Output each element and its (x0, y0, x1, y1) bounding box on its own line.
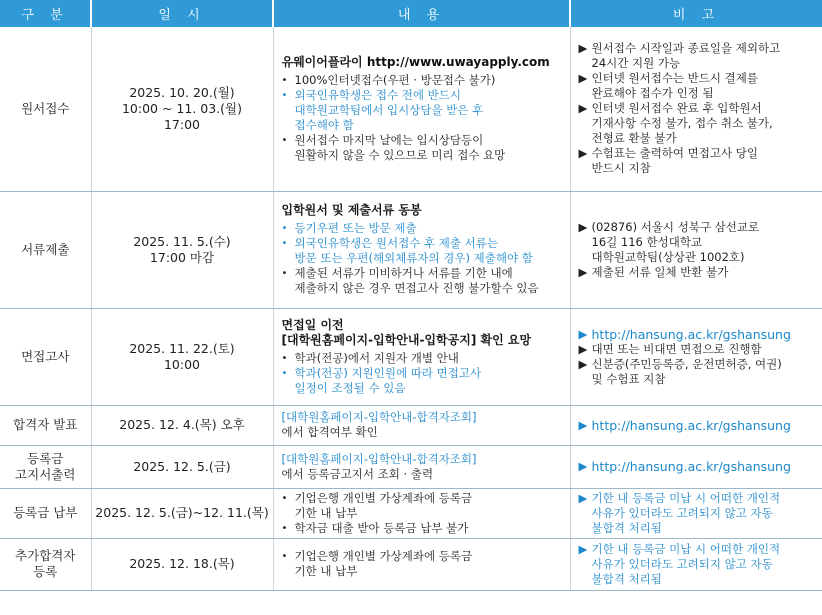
arrow-bullet-icon: ▶ (578, 341, 588, 356)
text-line: 원서접수 마지막 날에는 입시상담등이 (294, 132, 484, 147)
note-text (592, 265, 819, 280)
date-cell (91, 27, 273, 191)
note-text (592, 71, 819, 101)
table-row (0, 445, 822, 488)
dot-bullet-icon: • (281, 89, 288, 101)
text-line: 방문 또는 우편(해외체류자의 경우) 제출해야 함 (294, 251, 533, 265)
content-text (295, 236, 570, 266)
content-cell (273, 191, 570, 308)
text-line: 기한 내 납부 (294, 564, 358, 578)
text-line: 및 수험표 지참 (591, 371, 666, 386)
text-line: 완료해야 접수가 인정 됨 (591, 86, 714, 101)
note-item (579, 146, 819, 176)
text-line: 기재사항 수정 불가, 접수 취소 불가, (591, 116, 773, 131)
note-item (579, 491, 819, 536)
text-line: 외국인유학생은 접수 전에 반드시 (294, 87, 461, 102)
content-cell (273, 405, 570, 445)
note-text (592, 146, 819, 176)
date-cell (91, 445, 273, 488)
content-cell (273, 27, 570, 191)
content-item (282, 491, 570, 521)
note-cell (570, 27, 822, 191)
text-line: 24시간 지원 가능 (591, 56, 681, 71)
text-line: 접수해야 함 (294, 117, 354, 132)
content-item (282, 133, 570, 163)
note-cell (570, 308, 822, 405)
text-line: http://hansung.ac.kr/gshansung (591, 417, 791, 433)
dot-bullet-icon: • (281, 522, 288, 534)
note-item (579, 41, 819, 71)
dot-bullet-icon: • (281, 551, 288, 562)
note-item (579, 220, 819, 265)
header-note: 비 고 (570, 0, 822, 27)
content-item (282, 549, 570, 579)
category-cell (0, 445, 91, 488)
content-item (282, 266, 570, 296)
dot-bullet-icon: • (281, 223, 288, 234)
table-row (0, 27, 822, 191)
content-cell (273, 445, 570, 488)
text-line: http://hansung.ac.kr/gshansung (591, 459, 791, 474)
arrow-bullet-icon: ▶ (578, 101, 588, 116)
text-line: http://hansung.ac.kr/gshansung (591, 326, 791, 342)
text-line: 16길 116 한성대학교 (591, 234, 703, 249)
note-item (579, 327, 819, 342)
content-item (282, 73, 570, 88)
content-sub: 에서 등록금고지서 조회 · 출력 (281, 466, 434, 481)
dot-bullet-icon: • (281, 352, 288, 364)
date-text: 2025. 12. 18.(목) (129, 556, 235, 571)
text-line: 불합격 처리됨 (591, 520, 662, 535)
category-cell (0, 191, 91, 308)
note-text (592, 101, 819, 146)
content-text (295, 351, 570, 366)
text-line: 수험표는 출력하여 면접고사 당일 (591, 146, 758, 161)
category-cell (0, 308, 91, 405)
arrow-bullet-icon: ▶ (578, 356, 588, 371)
note-text[interactable] (592, 459, 819, 474)
arrow-bullet-icon: ▶ (578, 264, 588, 279)
text-line: 기업은행 개인별 가상계좌에 등록금 (294, 490, 473, 505)
content-heading: 유웨이어플라이 http://www.uwayapply.com (281, 54, 550, 69)
content-text (295, 88, 570, 133)
text-line: 외국인유학생은 원서접수 후 제출 서류는 (294, 236, 498, 250)
text-line: 기한 내 납부 (294, 505, 358, 520)
date-text: 2025. 12. 5.(금)~12. 11.(목) (95, 505, 269, 520)
category-cell (0, 405, 91, 445)
content-heading: 면접일 이전 (281, 317, 344, 332)
content-sub: 에서 합격여부 확인 (281, 425, 378, 439)
arrow-bullet-icon: ▶ (578, 459, 588, 473)
arrow-bullet-icon: ▶ (578, 326, 588, 341)
note-text (592, 491, 819, 536)
category-text: 서류제출 (21, 241, 70, 257)
content-text (295, 133, 570, 163)
date-text: 17:00 마감 (149, 249, 215, 265)
text-line: 원서접수 시작일과 종료일을 제외하고 (591, 41, 781, 56)
text-line: 대학원교학팀(상상관 1002호) (591, 249, 745, 264)
content-item (282, 366, 570, 396)
category-cell (0, 488, 91, 538)
content-text (295, 266, 570, 296)
note-text (592, 342, 819, 357)
dot-bullet-icon: • (281, 268, 288, 279)
header-category: 구 분 (0, 0, 91, 27)
text-line: 학과(전공)에서 지원자 개별 안내 (294, 350, 459, 365)
text-line: 제출된 서류 일체 반환 불가 (591, 264, 729, 279)
text-line: (02876) 서울시 성북구 삼선교로 (591, 219, 760, 234)
content-item (282, 236, 570, 266)
category-text: 추가합격자 (15, 548, 76, 563)
arrow-bullet-icon: ▶ (578, 541, 588, 556)
dot-bullet-icon: • (281, 367, 288, 379)
note-item (579, 357, 819, 387)
text-line: 인터넷 원서접수는 반드시 결제를 (591, 71, 758, 86)
content-text (295, 221, 570, 236)
date-text: 2025. 10. 20.(월) (129, 84, 235, 100)
content-cell (273, 538, 570, 590)
text-line: 기업은행 개인별 가상계좌에 등록금 (294, 549, 473, 563)
text-line: 대면 또는 비대면 면접으로 진행함 (591, 341, 762, 356)
dot-bullet-icon: • (281, 238, 288, 249)
date-cell (91, 488, 273, 538)
note-item (579, 342, 819, 357)
content-item (282, 351, 570, 366)
category-cell (0, 538, 91, 590)
text-line: 기한 내 등록금 미납 시 어떠한 개인적 (591, 541, 781, 556)
category-text: 고지서출력 (15, 466, 76, 482)
date-cell (91, 405, 273, 445)
arrow-bullet-icon: ▶ (578, 219, 588, 234)
category-text: 면접고사 (21, 348, 70, 364)
text-line: 제출하지 않은 경우 면접고사 진행 불가할수 있음 (294, 281, 539, 295)
note-item (579, 71, 819, 101)
text-line: 대학원교학팀에서 입시상담을 받은 후 (294, 102, 484, 117)
header-content: 내 용 (273, 0, 570, 27)
date-text: 10:00 ~ 11. 03.(월) (121, 100, 242, 116)
note-text (592, 41, 819, 71)
category-text: 등록금 납부 (13, 505, 78, 520)
note-cell (570, 445, 822, 488)
category-cell (0, 27, 91, 191)
date-text: 2025. 12. 5.(금) (133, 458, 231, 474)
note-item (579, 542, 819, 587)
text-line: 원활하지 않을 수 있으므로 미리 접수 요망 (294, 147, 506, 162)
content-text (295, 73, 570, 88)
content-item (282, 521, 570, 536)
arrow-bullet-icon: ▶ (578, 71, 588, 86)
text-line: 전형료 환불 불가 (591, 131, 677, 146)
date-text: 2025. 12. 4.(목) 오후 (119, 417, 245, 432)
note-text (592, 220, 819, 265)
content-text (295, 491, 570, 521)
note-text (592, 542, 819, 587)
table-row (0, 308, 822, 405)
text-line: 학자금 대출 받아 등록금 납부 불가 (294, 520, 469, 535)
note-item (579, 265, 819, 280)
note-cell (570, 538, 822, 590)
arrow-bullet-icon: ▶ (578, 146, 588, 161)
table-row (0, 538, 822, 590)
arrow-bullet-icon: ▶ (578, 417, 588, 432)
date-text: 10:00 (163, 356, 201, 372)
arrow-bullet-icon: ▶ (578, 490, 588, 505)
table-row (0, 191, 822, 308)
text-line: 신분증(주민등록증, 운전면허증, 여권) (591, 356, 782, 371)
table-row (0, 405, 822, 445)
category-text: 등록금 (27, 450, 64, 466)
text-line: 사유가 있더라도 고려되지 않고 자동 (591, 556, 773, 571)
content-text (295, 549, 570, 579)
content-cell (273, 308, 570, 405)
date-cell (91, 308, 273, 405)
note-text[interactable] (592, 418, 819, 433)
content-text (295, 521, 570, 536)
note-text (592, 357, 819, 387)
date-cell (91, 538, 273, 590)
note-item (579, 101, 819, 146)
text-line: 제출된 서류가 미비하거나 서류를 기한 내에 (294, 266, 513, 280)
date-text: 2025. 11. 22.(토) (129, 340, 235, 356)
content-heading: 입학원서 및 제출서류 동봉 (281, 203, 422, 217)
category-text: 합격자 발표 (13, 417, 78, 432)
homepage-link[interactable]: [대학원홈페이지-입학안내-합격자조회] (281, 451, 477, 466)
note-item (579, 418, 819, 433)
table-row (0, 488, 822, 538)
text-line: 불합격 처리됨 (591, 571, 662, 586)
note-item (579, 459, 819, 474)
arrow-bullet-icon: ▶ (578, 41, 588, 56)
note-cell (570, 405, 822, 445)
category-text: 원서접수 (21, 100, 70, 116)
table-header-row (0, 0, 822, 27)
content-text (295, 366, 570, 396)
category-text: 등록 (33, 564, 58, 579)
text-line: 100%인터넷접수(우편 · 방문접수 불가) (294, 72, 496, 87)
date-text: 17:00 (163, 116, 201, 132)
header-date: 일 시 (91, 0, 273, 27)
date-text: 2025. 11. 5.(수) (133, 233, 231, 249)
dot-bullet-icon: • (281, 492, 288, 504)
text-line: 인터넷 원서접수 완료 후 입학원서 (591, 101, 762, 116)
content-item (282, 88, 570, 133)
dot-bullet-icon: • (281, 134, 288, 146)
homepage-link[interactable]: [대학원홈페이지-입학안내-합격자조회] (281, 410, 477, 424)
text-line: 등기우편 또는 방문 제출 (294, 221, 417, 235)
text-line: 일정이 조정될 수 있음 (294, 380, 406, 395)
text-line: 반드시 지참 (591, 161, 651, 176)
content-cell (273, 488, 570, 538)
date-cell (91, 191, 273, 308)
note-cell (570, 191, 822, 308)
content-item (282, 221, 570, 236)
text-line: 기한 내 등록금 미납 시 어떠한 개인적 (591, 490, 781, 505)
text-line: 사유가 있더라도 고려되지 않고 자동 (591, 505, 773, 520)
dot-bullet-icon: • (281, 74, 288, 86)
note-cell (570, 488, 822, 538)
content-heading: [대학원홈페이지-입학안내-입학공지] 확인 요망 (281, 332, 532, 347)
note-text[interactable] (592, 327, 819, 342)
text-line: 학과(전공) 지원인원에 따라 면접고사 (294, 365, 482, 380)
